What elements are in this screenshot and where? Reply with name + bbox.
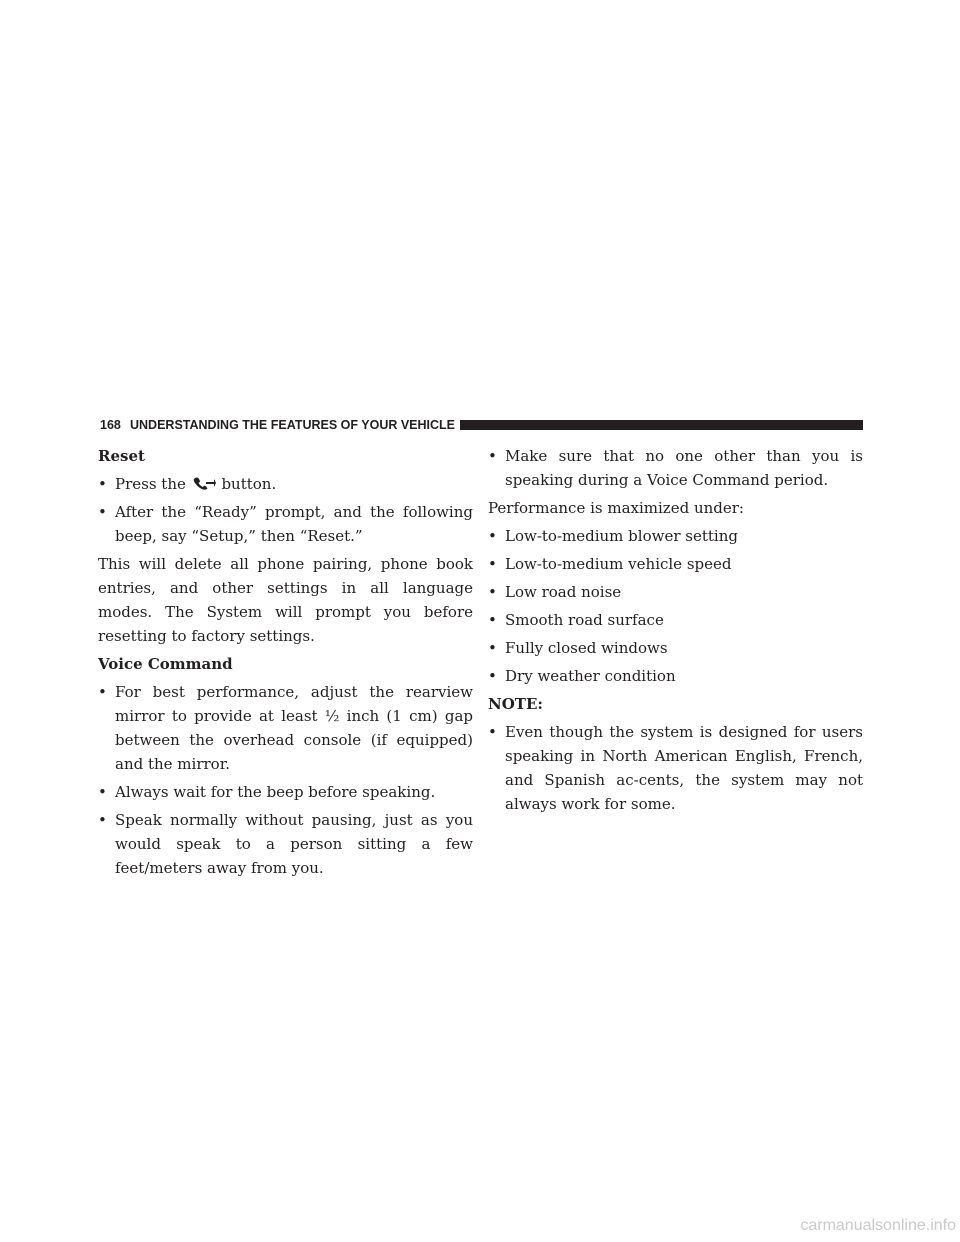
bullet: •	[488, 555, 497, 573]
bullet: •	[488, 667, 497, 685]
performance-intro: Performance is maximized under:	[488, 499, 744, 517]
bullet: •	[488, 447, 497, 465]
no-one-else-text: Make sure that no one other than you is speaking during a Voice Command period.	[505, 447, 863, 489]
bullet: •	[98, 503, 107, 521]
condition-text: Low road noise	[505, 583, 622, 601]
condition-text: Fully closed windows	[505, 639, 668, 657]
phone-icon	[192, 473, 216, 487]
list-item	[488, 608, 863, 632]
note-label: NOTE:	[488, 695, 543, 713]
press-prefix: Press the	[115, 475, 186, 493]
bullet: •	[98, 475, 107, 493]
condition-text: Low-to-medium blower setting	[505, 527, 738, 545]
list-item	[488, 580, 863, 604]
bullet: •	[98, 783, 107, 801]
condition-text: Smooth road surface	[505, 611, 664, 629]
list-item	[488, 524, 863, 548]
list-item	[488, 720, 863, 816]
bullet: •	[488, 527, 497, 545]
after-ready-text: After the “Ready” prompt, and the following beep, say “Setup,” then “Reset.”	[115, 503, 473, 545]
list-item	[488, 664, 863, 688]
right-column	[488, 444, 863, 820]
condition-text: Dry weather condition	[505, 667, 676, 685]
bullet: •	[488, 583, 497, 601]
list-item	[488, 636, 863, 660]
reset-heading: Reset	[98, 447, 145, 465]
left-column	[98, 444, 473, 884]
bullet: •	[488, 723, 497, 741]
page-header	[98, 417, 863, 433]
bullet: •	[488, 639, 497, 657]
list-item	[488, 444, 863, 492]
page-number: 168	[100, 418, 121, 432]
header-rule	[460, 420, 863, 430]
reset-warning-paragraph: This will delete all phone pairing, phone book entries, and other settings in all language modes. The System will prompt you before resetting to factory settings.	[98, 555, 473, 645]
list-item	[488, 552, 863, 576]
bullet: •	[488, 611, 497, 629]
condition-text: Low-to-medium vehicle speed	[505, 555, 732, 573]
section-title: UNDERSTANDING THE FEATURES OF YOUR VEHICLE	[130, 418, 456, 432]
footer-watermark: carmanualsonline.info	[800, 1217, 956, 1234]
voice-command-heading: Voice Command	[98, 655, 233, 673]
speak-normally-text: Speak normally without pausing, just as you would speak to a person sitting a few feet/meters away from you.	[115, 811, 473, 877]
list-item	[98, 780, 473, 804]
list-item	[98, 808, 473, 880]
bullet: •	[98, 811, 107, 829]
press-suffix: button.	[221, 475, 277, 493]
press-button-item	[98, 472, 473, 496]
mirror-tip-text: For best performance, adjust the rearview mirror to provide at least ½ inch (1 cm) gap between the overhead console (if equipped) and the mirror.	[115, 683, 473, 773]
bullet: •	[98, 683, 107, 701]
list-item	[98, 500, 473, 548]
wait-beep-text: Always wait for the beep before speaking.	[115, 783, 436, 801]
note-text: Even though the system is designed for users speaking in North American English, French, and Spanish ac-cents, the system may not always work for some.	[505, 723, 863, 813]
list-item	[98, 680, 473, 776]
